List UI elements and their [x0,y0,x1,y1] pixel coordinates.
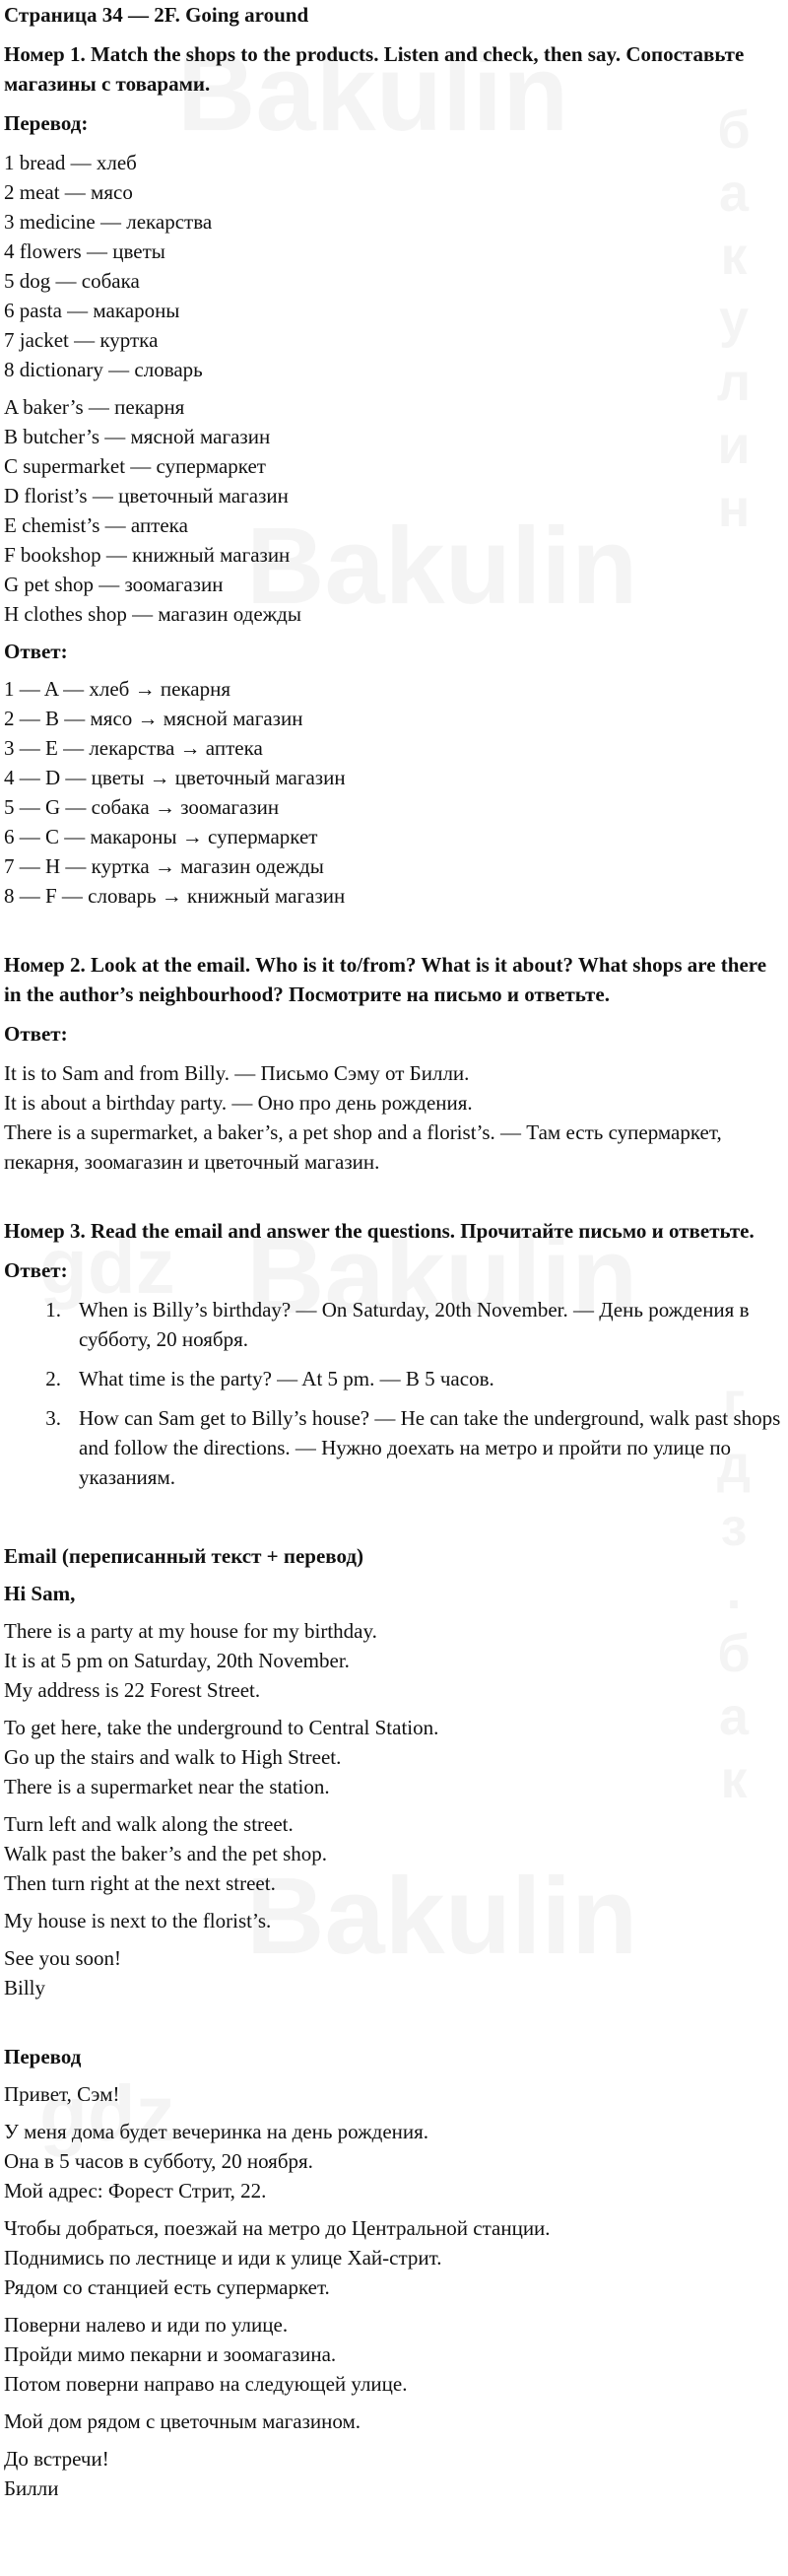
task-1 [4,39,784,911]
shop-item: F bookshop — книжный магазин [4,543,291,567]
list-item-text: What time is the party? — At 5 pm. — В 5 часов. [79,1367,494,1390]
email-line: Walk past the baker’s and the pet shop. [4,1842,328,1865]
email-line: My address is 22 Forest Street. [4,1678,261,1702]
shops-list [4,392,784,629]
email-line: There is a supermarket near the station. [4,1775,330,1798]
task-1-question: Номер 1. Match the shops to the products. Listen and check, then say. Сопоставьте магазины с товарами. [4,42,745,96]
translation-closing: До встречи! [4,2447,109,2471]
product-item: 8 dictionary — словарь [4,358,203,381]
answer-item: 1 — A — хлеб → пекарня [4,677,230,701]
product-item: 4 flowers — цветы [4,239,165,263]
shop-item: C supermarket — супермаркет [4,454,266,478]
answer-item: 2 — B — мясо → мясной магазин [4,707,303,730]
translation-heading: Перевод [4,2045,82,2068]
translation-line: Рядом со станцией есть супермаркет. [4,2275,330,2299]
task-3-question: Номер 3. Read the email and answer the questions. Прочитайте письмо и ответьте. [4,1219,755,1243]
email-signature: Billy [4,1976,46,2000]
email-line: Then turn right at the next street. [4,1871,276,1895]
product-item: 3 medicine — лекарства [4,210,213,234]
email-line: To get here, take the underground to Central Station. [4,1716,439,1739]
shop-item: H clothes shop — магазин одежды [4,602,301,626]
product-item: 2 meat — мясо [4,180,133,204]
translation-line: Она в 5 часов в субботу, 20 ноября. [4,2149,313,2173]
email-line: Turn left and walk along the street. [4,1812,294,1836]
product-item: 1 bread — хлеб [4,151,137,174]
list-item-number: 1. [45,1298,61,1322]
translation-line: Поднимись по лестнице и иди к улице Хай-стрит. [4,2246,442,2270]
task-1-answers [4,674,784,911]
task-2-answer-line: It is about a birthday party. — Оно про день рождения. [4,1091,473,1115]
product-item: 6 pasta — макароны [4,299,180,322]
product-item: 5 dog — собака [4,269,140,293]
shop-item: D florist’s — цветочный магазин [4,484,289,508]
email-heading: Email (переписанный текст + перевод) [4,1544,363,1568]
translation-line: Чтобы добраться, поезжай на метро до Центральной станции. [4,2216,551,2240]
product-item: 7 jacket — куртка [4,328,159,352]
list-item [4,1364,784,1393]
email-greeting: Hi Sam, [4,1582,76,1605]
translation-line: Мой адрес: Форест Стрит, 22. [4,2179,267,2203]
list-item [4,1403,784,1492]
products-list [4,148,784,384]
translation-line: Мой дом рядом с цветочным магазином. [4,2409,361,2433]
task-2-answer-label: Ответ: [4,1022,68,1046]
email-line: Go up the stairs and walk to High Street. [4,1745,342,1769]
email-section [4,1541,784,2002]
answer-item: 5 — G — собака → зоомагазин [4,795,280,819]
list-item-number: 3. [45,1406,61,1430]
translation-signature: Билли [4,2476,59,2500]
translation-line: У меня дома будет вечеринка на день рождения. [4,2120,429,2143]
task-3-answer-label: Ответ: [4,1258,68,1282]
list-item-text: How can Sam get to Billy’s house? — He can take the underground, walk past shops and follow the directions. — Нужно доехать на метро и пройти по улице по указаниям. [79,1406,781,1489]
task-3-answer-list [4,1295,784,1492]
list-item-text: When is Billy’s birthday? — On Saturday, 20th November. — День рождения в субботу, 20 ноября. [79,1298,750,1351]
shop-item: E chemist’s — аптека [4,513,188,537]
task-2-answer-line: There is a supermarket, a baker’s, a pet shop and a florist’s. — Там есть супермаркет, пекарня, зоомагазин и цветочный магазин. [4,1120,722,1174]
shop-item: B butcher’s — мясной магазин [4,425,271,448]
email-line: My house is next to the florist’s. [4,1909,272,1932]
email-line: There is a party at my house for my birthday. [4,1619,377,1643]
translation-section [4,2042,784,2503]
answer-item: 4 — D — цветы → цветочный магазин [4,766,346,789]
task-2 [4,950,784,1177]
page-title: Страница 34 — 2F. Going around [4,3,309,27]
answer-item: 7 — H — куртка → магазин одежды [4,854,324,878]
shop-item: G pet shop — зоомагазин [4,573,224,596]
list-item-number: 2. [45,1367,61,1390]
task-1-translation-label: Перевод: [4,111,89,135]
task-1-answer-label: Ответ: [4,640,68,663]
email-closing: See you soon! [4,1946,121,1970]
task-3 [4,1216,784,1492]
task-2-answer-line: It is to Sam and from Billy. — Письмо Сэму от Билли. [4,1061,470,1085]
shop-item: A baker’s — пекарня [4,395,185,419]
answer-item: 6 — C — макароны → супермаркет [4,825,318,848]
answer-item: 3 — E — лекарства → аптека [4,736,263,760]
translation-line: Потом поверни направо на следующей улице. [4,2372,408,2396]
translation-line: Пройди мимо пекарни и зоомагазина. [4,2342,337,2366]
translation-line: Поверни налево и иди по улице. [4,2313,289,2337]
answer-item: 8 — F — словарь → книжный магазин [4,884,346,908]
task-2-question: Номер 2. Look at the email. Who is it to/from? What is it about? What shops are there in the author’s neighbourhood? Посмотрите на письмо и ответьте. [4,953,767,1006]
translation-greeting: Привет, Сэм! [4,2082,120,2106]
email-line: It is at 5 pm on Saturday, 20th November. [4,1649,350,1672]
list-item [4,1295,784,1354]
